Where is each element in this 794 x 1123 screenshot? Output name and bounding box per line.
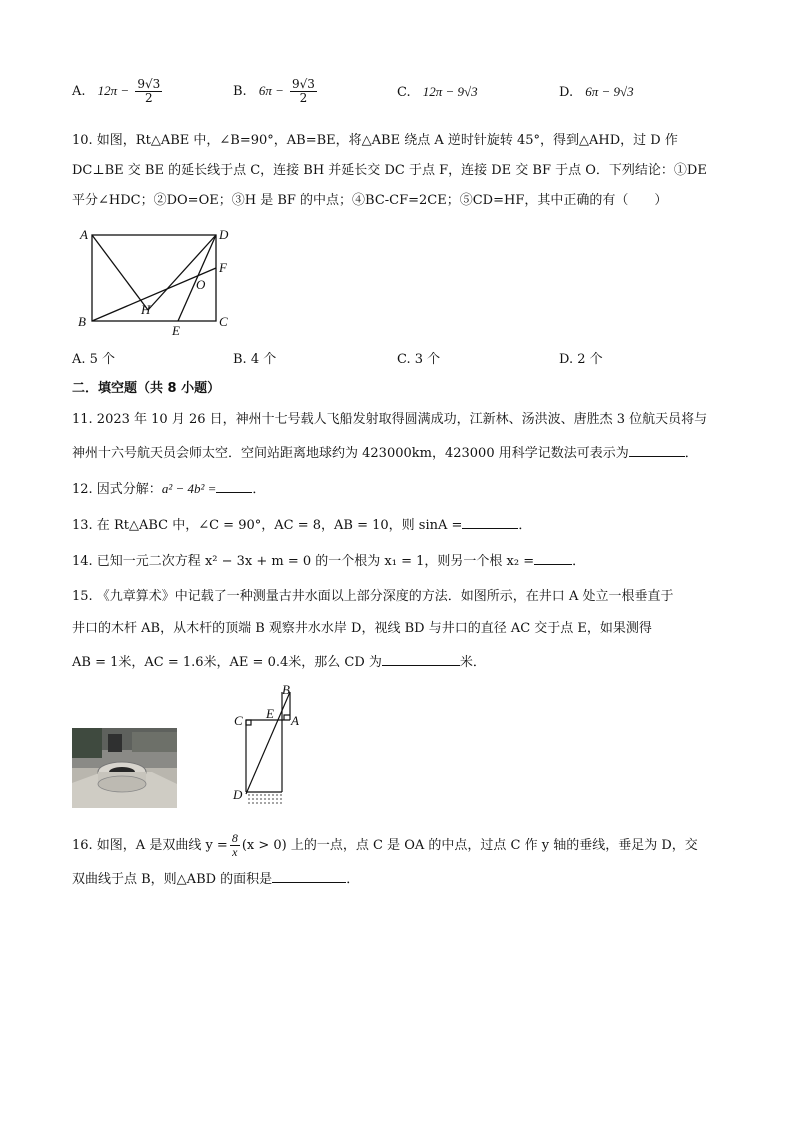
q9-option-b: [233, 78, 319, 105]
q15-line-1: 15. 《九章算术》中记载了一种测量古井水面以上部分深度的方法．如图所示，在井口 A 处立一根垂直于: [72, 589, 674, 604]
frac-num: 9√3: [137, 77, 161, 91]
label-h: H: [141, 302, 151, 317]
segment-ah: [92, 235, 148, 310]
q15-text: AB = 1米，AC = 1.6米，AE = 0.4米，那么 CD 为: [72, 655, 382, 670]
q10-option-a: A. 5 个: [72, 352, 116, 367]
option-expr: 12π −: [97, 83, 130, 98]
label-d: D: [233, 787, 243, 802]
label-d: D: [219, 227, 229, 242]
q15-unit: 米．: [459, 655, 486, 670]
q11-line-2: [72, 442, 698, 464]
q15-line-3: [72, 651, 486, 673]
q10-figure: [70, 224, 240, 342]
right-angle-c: [246, 720, 251, 725]
frac-den: 2: [145, 91, 153, 105]
section-title: 二．填空题（共 8 小题）: [72, 381, 221, 396]
option-label: C.: [397, 85, 411, 100]
answer-blank: [272, 868, 346, 883]
option-label: B.: [233, 84, 247, 99]
label-e: E: [172, 323, 180, 338]
option-label: D.: [559, 85, 574, 100]
fraction: [230, 832, 240, 859]
q10-line-1: 10. 如图，Rt△ABE 中，∠B=90°，AB=BE，将△ABE 绕点 A 逆时针旋转 45°，得到△AHD，过 D 作: [72, 133, 678, 148]
q10-option-d: D. 2 个: [559, 352, 603, 367]
label-c: C: [219, 314, 228, 329]
label-a: A: [80, 227, 88, 242]
option-expr: 6π − 9√3: [585, 84, 634, 99]
frac-num: 8: [231, 831, 238, 845]
option-label: A.: [72, 84, 86, 99]
q14-line: [72, 550, 585, 572]
fraction: [290, 78, 317, 105]
q16-line-2: [72, 868, 359, 890]
option-expr: 6π −: [258, 83, 284, 98]
q16-text: 16. 如图，A 是双曲线 y =: [72, 838, 228, 853]
label-e: E: [266, 706, 274, 721]
q11-line-1: 11. 2023 年 10 月 26 日，神州十七号载人飞船发射取得圆满成功，江新林、汤洪波、唐胜杰 3 位航天员将与: [72, 412, 708, 427]
q11-text: 神州十六号航天员会师太空．空间站距离地球约为 423000km，423000 用科学记数法可表示为: [72, 446, 629, 461]
label-c: C: [234, 713, 243, 728]
q13-text: 13. 在 Rt△ABC 中，∠C = 90°，AC = 8，AB = 10，则 sinA =: [72, 518, 463, 533]
answer-blank: [534, 550, 572, 565]
q9-option-c: [397, 84, 478, 100]
q12-text: 12. 因式分解：: [72, 482, 162, 497]
q15-line-2: 井口的木杆 AB，从木杆的顶端 B 观察井水水岸 D，视线 BD 与井口的直径 AC 交于点 E，如果测得: [72, 621, 652, 636]
label-b: B: [282, 682, 290, 697]
q10-option-b: B. 4 个: [233, 352, 277, 367]
q12-line: [72, 478, 265, 500]
label-b: B: [78, 314, 86, 329]
option-expr: 12π − 9√3: [422, 84, 478, 99]
well-photo: [72, 728, 177, 808]
q9-option-a: [72, 78, 164, 105]
q10-option-c: C. 3 个: [397, 352, 441, 367]
frac-den: x: [232, 845, 238, 859]
answer-blank: [462, 514, 518, 529]
q12-expr: a² − 4b² =: [161, 481, 217, 496]
period: ．: [518, 518, 532, 533]
q15-figure: [228, 682, 300, 808]
q13-line: [72, 514, 531, 536]
period: ．: [252, 482, 266, 497]
fraction: [135, 78, 162, 105]
q16-line-1: [72, 832, 698, 859]
period: ．: [572, 554, 586, 569]
water-lines: [248, 795, 282, 803]
q14-text: 14. 已知一元二次方程 x² − 3x + m = 0 的一个根为 x₁ = 1，则另一个根 x₂ =: [72, 554, 535, 569]
well-photo-image: [72, 728, 177, 808]
right-angle-a-mark: [284, 715, 290, 720]
period: ．: [684, 446, 698, 461]
q16-text-2: 双曲线于点 B，则△ABD 的面积是: [72, 872, 273, 887]
q16-text-mid: (x > 0) 上的一点，点 C 是 OA 的中点，过点 C 作 y 轴的垂线，垂足为 D，交: [241, 838, 698, 853]
q10-line-3: 平分∠HDC；②DO=OE；③H 是 BF 的中点；④BC-CF=2CE；⑤CD=HF，其中正确的有（ ）: [72, 193, 668, 208]
answer-blank: [216, 478, 252, 493]
label-o: O: [196, 277, 206, 292]
label-a: A: [291, 713, 299, 728]
q10-line-2: DC⊥BE 交 BE 的延长线于点 C，连接 BH 并延长交 DC 于点 F，连接 DE 交 BF 于点 O．下列结论：①DE: [72, 163, 707, 178]
period: ．: [346, 872, 360, 887]
answer-blank: [629, 442, 685, 457]
label-f: F: [219, 260, 227, 275]
frac-den: 2: [299, 91, 308, 105]
q9-option-d: [559, 84, 634, 100]
answer-blank: [382, 651, 460, 666]
frac-num: 9√3: [292, 77, 315, 91]
